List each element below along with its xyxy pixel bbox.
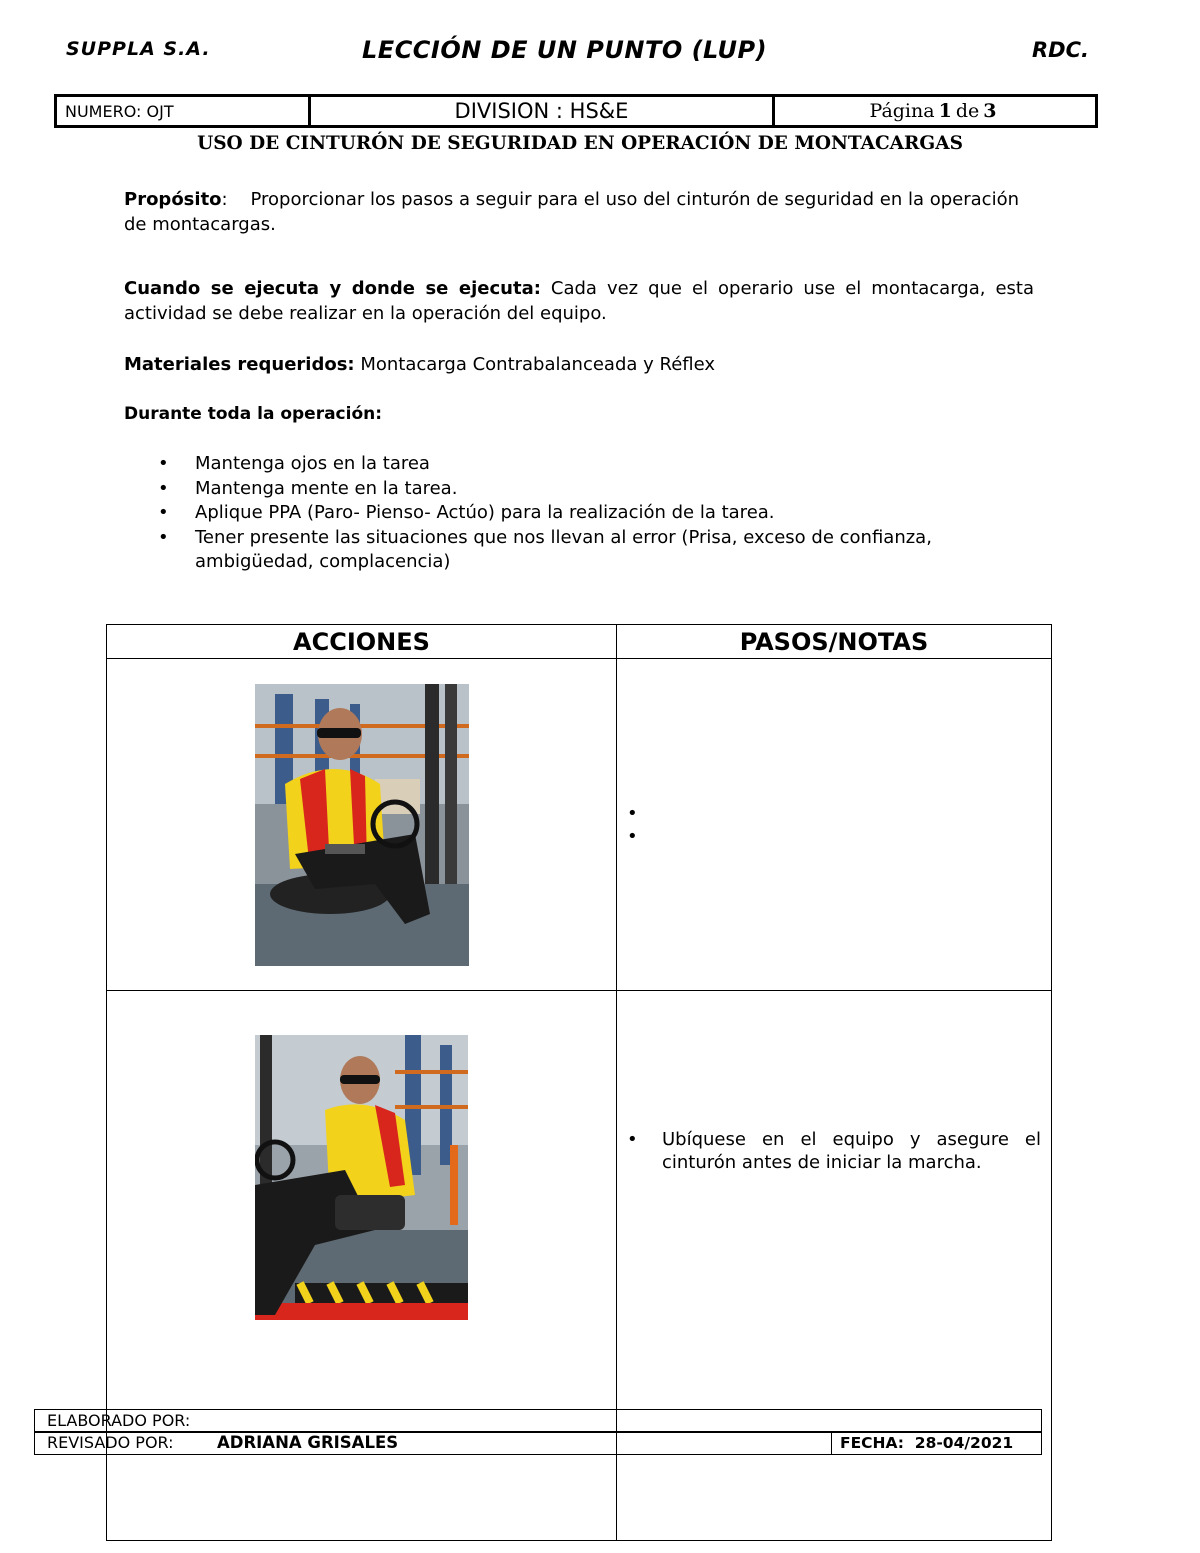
forklift-photo-2 (255, 1035, 468, 1320)
forklift-photo-1 (255, 684, 469, 966)
cuando-label: Cuando se ejecuta y donde se ejecuta: (124, 278, 541, 299)
bullet-icon: • (627, 1129, 638, 1150)
proposito-label: Propósito (124, 189, 222, 210)
list-item: • Mantenga mente en la tarea. (124, 477, 1024, 502)
fecha-cell: FECHA: 28-04/2021 (831, 1433, 1041, 1454)
bullet-icon: • (627, 825, 638, 847)
pasos-header: PASOS/NOTAS (617, 625, 1052, 659)
bullet-icon: • (158, 453, 169, 474)
bullet-icon: • (158, 477, 169, 499)
notes-list (617, 802, 1051, 848)
elaborado-row (34, 1409, 1042, 1432)
company-name: SUPPLA S.A. (66, 38, 211, 60)
list-item: • Mantenga ojos en la tarea (124, 452, 1024, 477)
list-item: • Tener presente las situaciones que nos llevan al error (Prisa, exceso de confianza, ambigüedad, complacencia) (158, 526, 932, 572)
pagina-total: 3 (983, 100, 997, 122)
acciones-header: ACCIONES (107, 625, 617, 659)
cuando-text: Cada vez que el operario use el montacarga, esta actividad se debe realizar en la operación del equipo. (124, 278, 1034, 324)
pagina-cell (775, 97, 1095, 125)
list-item: • Aplique PPA (Paro- Pienso- Actúo) para la realización de la tarea. (124, 501, 1024, 526)
document-code: RDC. (1032, 38, 1089, 62)
elaborado-label: ELABORADO POR: (47, 1411, 191, 1430)
notes-cell (617, 991, 1052, 1541)
document-title: LECCIÓN DE UN PUNTO (LUP) (362, 36, 768, 64)
table-row (107, 991, 1052, 1541)
materiales-text: Montacarga Contrabalanceada y Réflex (354, 354, 716, 375)
notes-cell (617, 659, 1052, 991)
materiales-paragraph (124, 352, 1034, 377)
action-cell (107, 991, 617, 1541)
notes-list (617, 1128, 1051, 1174)
cuando-paragraph (124, 276, 1034, 326)
pagina-current: 1 (938, 100, 952, 122)
pagina-label: Página (869, 100, 935, 122)
revisado-name: ADRIANA GRISALES (217, 1433, 399, 1452)
list-item: • Ubíquese en el equipo y asegure el cinturón antes de iniciar la marcha. (627, 1129, 1041, 1173)
list-item (617, 825, 1041, 848)
division-cell: DIVISION : HS&E (311, 97, 775, 125)
info-box (54, 94, 1098, 128)
revisado-row (34, 1432, 1042, 1455)
document-subtitle: USO DE CINTURÓN DE SEGURIDAD EN OPERACIÓN DE MONTACARGAS (197, 133, 963, 154)
action-cell (107, 659, 617, 991)
proposito-text: : Proporcionar los pasos a seguir para el uso del cinturón de seguridad en la operación de montacargas. (124, 189, 1025, 235)
numero-cell: NUMERO: OJT (57, 97, 311, 125)
durante-list (124, 452, 1024, 575)
pagina-of: de (955, 100, 980, 122)
durante-heading: Durante toda la operación: (124, 404, 383, 424)
bullet-icon: • (627, 802, 638, 824)
bullet-icon: • (158, 502, 169, 523)
acciones-table (106, 624, 1052, 1541)
table-row (107, 659, 1052, 991)
bullet-icon: • (158, 526, 169, 548)
proposito-paragraph (124, 187, 1034, 237)
revisado-label: REVISADO POR: (47, 1433, 174, 1452)
materiales-label: Materiales requeridos: (124, 354, 355, 375)
list-item (617, 802, 1041, 825)
